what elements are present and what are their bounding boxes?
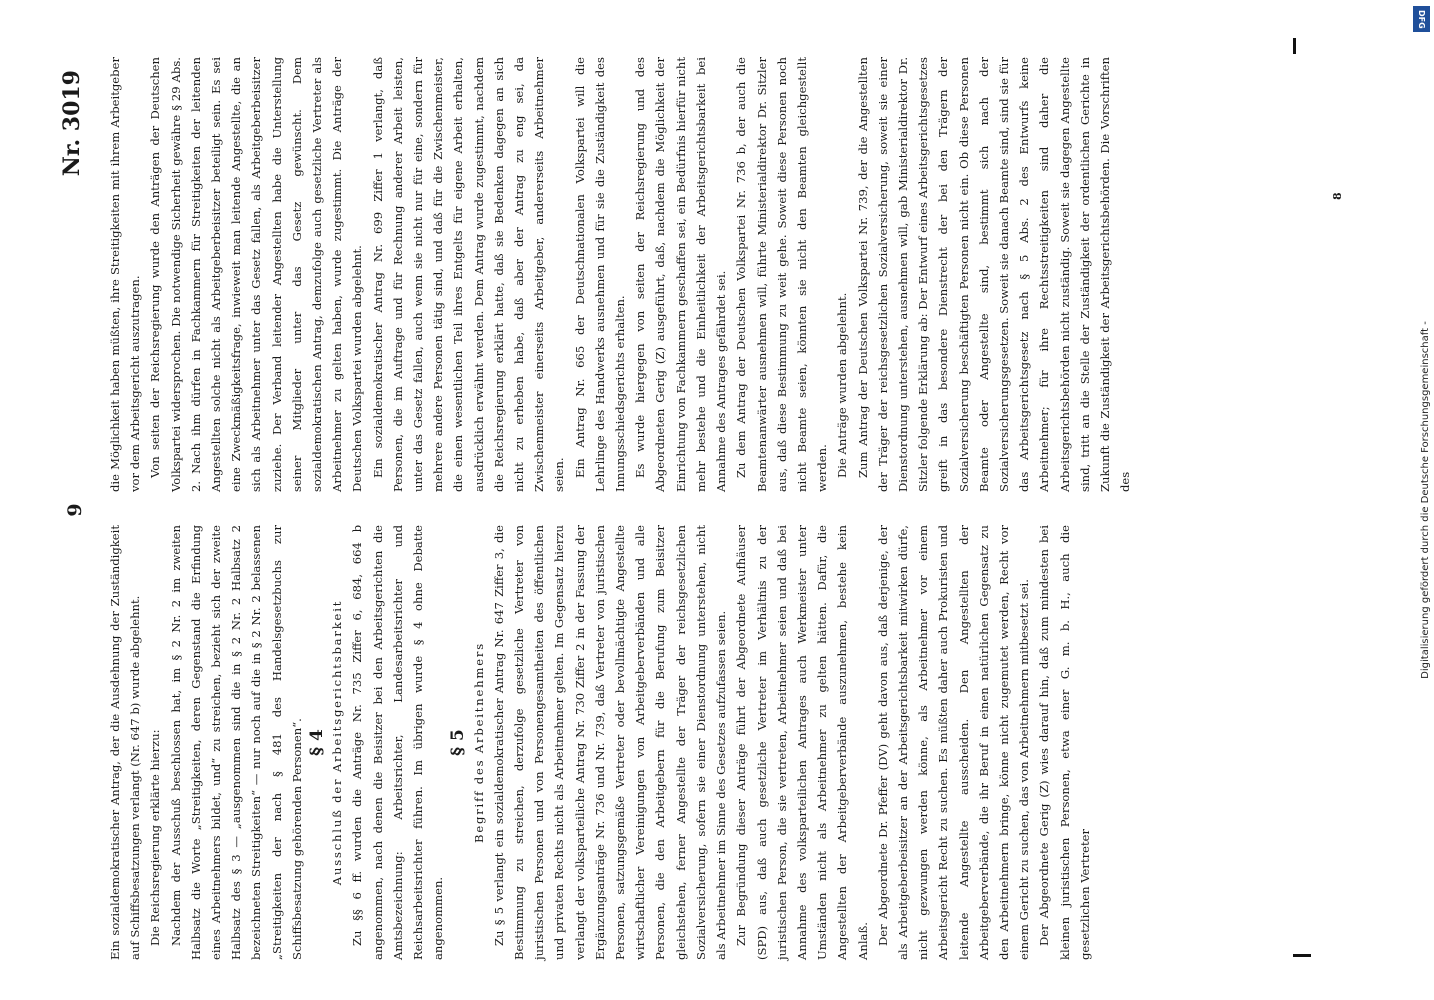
paragraph: Zum Antrag der Deutschen Volkspartei Nr. 739, der die Angestellten der Träger der reichsgesetzlichen Sozialversicherung, soweit sie einer Dienstordnung unterstehen, ausnehmen will, gab Ministerialdirektor Dr. Sitzler folgende Erklärung ab: Der Entwurf eines Arbeitsgerichtsgesetzes greift in das besondere Dienstrecht der bei den Trägern der Sozialversicherung beschäftigten Personen nicht ein. Ob diese Personen Beamte oder Angestellte sind, bestimmt sich nach der Sozialversicherungsgesetzen. Soweit sie danach Beamte sind, sind sie für das Arbeitsgerichtsgesetz nach § 5 Abs. 2 des Entwurfs keine Arbeitnehmer; für ihre Rechtsstreitigkeiten sind daher die Arbeitsgerichtsbehörden nicht zuständig. Soweit sie dagegen Angestellte sind, tritt an die Stelle der Zuständigkeit der ordentlichen Gerichte in Zukunft die Zuständigkeit der Arbeitsgerichtsbehörden. Die Vorschriften des xyxy=(855,57,1133,492)
paragraph: Ein sozialdemokratischer Antrag Nr. 699 Ziffer 1 verlangt, daß Personen, die im Auftrage und für Rechnung anderer Arbeit leisten, unter das Gesetz fallen, auch wenn sie nicht nur für eine, sondern für mehrere andere Personen tätig sind, und daß für die Zwischenmeister, die einen wesentlichen Teil ihres Entgelts für eigene Arbeit erhalten, ausdrücklich erwähnt werden. Dem Antrag wurde zugestimmt, nachdem die Reichsregierung erklärt hatte, daß sie Bedenken dagegen an sich nicht zu erheben habe, daß aber der Antrag zu eng sei, da Zwischenmeister einerseits Arbeitgeber, andererseits Arbeitnehmer seien. xyxy=(370,57,567,492)
right-column xyxy=(105,57,1135,492)
paragraph: Von seiten der Reichsregierung wurde den Anträgen der Deutschen Volkspartei widersprochen. Die notwendige Sicherheit gewähre § 29 Abs. 2. Nach ihm dürfen in Fachkammern für Streitigkeiten der leitenden Angestellten solche nicht als Arbeitgeberbeisitzer beteiligt sein. Es sei eine Zweckmäßigkeitsfrage, inwieweit man leitende Angestellte, die an sich als Arbeitnehmer unter das Gesetz fallen, als Arbeitgeberbeisitzer zuziehe. Der Verband leitender Angestellten habe die Unterstellung seiner Mitglieder unter das Gesetz gewünscht. Dem sozialdemokratischen Antrag, demzufolge auch gesetzliche Vertreter als Arbeitnehmer zu gelten haben, wurde zugestimmt. Die Anträge der Deutschen Volkspartei wurden abgelehnt. xyxy=(148,57,365,492)
footer-signature: 8 xyxy=(1331,192,1344,200)
paragraph: Ein sozialdemokratischer Antrag, der die Ausdehnung der Zuständigkeit auf Schiffsbesatzungen verlangt (Nr. 647 b) wurde abgelehnt. xyxy=(108,525,143,960)
paragraph: Zu § 5 verlangt ein sozialdemokratischer Antrag Nr. 647 Ziffer 3, die Bestimmung zu streichen, derzufolge gesetzliche Vertreter von juristischen Personen und von Personengesamtheiten des öffentlichen und privaten Rechts nicht als Arbeitnehmer gelten. Im Gegensatz hierzu verlangt der volksparteiliche Antrag Nr. 730 Ziffer 2 in der Fassung der Ergänzungsanträge Nr. 736 und Nr. 739, daß Vertreter von juristischen Personen, satzungsgemäße Vertreter oder bevollmächtigte Angestellte wirtschaftlicher Vereinigungen von Arbeitgeberverbänden und alle Personen, die den Arbeitgebern für die Berufung zum Beisitzer gleichstehen, ferner Angestellte der Träger der reichsgesetzlichen Sozialversicherung, sofern sie einer Dienstordnung unterstehen, nicht als Arbeitnehmer im Sinne des Gesetzes aufzufassen seien. xyxy=(491,525,729,960)
paragraph: die Möglichkeit haben müßten, ihre Streitigkeiten mit ihrem Arbeitgeber vor dem Arbeitsgericht auszutragen. xyxy=(108,57,143,492)
section-heading: § 5 xyxy=(448,729,469,756)
paragraph: Die Anträge wurden abgelehnt. xyxy=(835,292,850,478)
section-subtitle: Ausschluß der Arbeitsgerichtsbarkeit xyxy=(330,599,345,886)
page-number: 9 xyxy=(64,503,86,517)
section-subtitle: Begriff des Arbeitnehmers xyxy=(471,642,486,843)
digitization-note: Digitalisierung gefördert durch die Deutsche Forschungsgemeinschaft - xyxy=(1420,321,1431,679)
left-column xyxy=(105,525,1095,960)
rotated-document-page xyxy=(60,30,1390,960)
section-heading: § 4 xyxy=(307,729,328,756)
paragraph: Es wurde hiergegen von seiten der Reichsregierung und des Abgeordneten Gerig (Z) ausgeführt, daß, nachdem die Möglichkeit der Einrichtung von Fachkammern geschaffen sei, ein Bedürfnis hierfür nicht mehr bestehe und die Einheitlichkeit der Arbeitsgerichtsbarkeit bei Annahme des Antrages gefährdet sei. xyxy=(633,57,729,492)
paragraph: Die Reichsregierung erklärte hierzu: xyxy=(148,729,163,946)
paragraph: Zur Begründung dieser Anträge führt der Abgeordnete Aufhäuser (SPD) aus, daß auch gesetzliche Vertreter im Verhältnis zu der juristischen Person, die sie vertreten, Arbeitnehmer seien und daß bei Annahme des volksparteilichen Antrages auch Werkmeister unter Umständen nicht als Arbeitnehmer zu gelten hätten. Dafür, die Angestellten der Arbeitgeberverbände auszunehmen, bestehe kein Anlaß. xyxy=(734,525,870,960)
paragraph: Zu dem Antrag der Deutschen Volkspartei Nr. 736 b, der auch die Beamtenanwärter ausnehmen will, führte Ministerialdirektor Dr. Sitzler aus, daß diese Bestimmung zu weit gehe. Soweit diese Personen noch nicht Beamte seien, könnten sie nicht den Beamten gleichgestellt werden. xyxy=(734,57,830,492)
paragraph: Der Abgeordnete Gerig (Z) wies darauf hin, daß zum mindesten bei kleinen juristischen Personen, etwa einer G. m. b. H., auch die gesetzlichen Vertreter xyxy=(1037,525,1092,960)
paragraph: Zu §§ 6 ff. wurden die Anträge Nr. 735 Ziffer 6, 684, 664 b angenommen, nach denen die Beisitzer bei den Arbeitsgerichten die Amtsbezeichnung: Arbeitsrichter, Landesarbeitsrichter und Reichsarbeitsrichter führen. Im übrigen wurde § 4 ohne Debatte angenommen. xyxy=(350,525,446,960)
dfg-logo: DFG xyxy=(1413,6,1430,32)
issue-number: Nr. 3019 xyxy=(59,70,85,177)
paragraph: Der Abgeordnete Dr. Pfeffer (DV) geht davon aus, daß derjenige, der als Arbeitgeberbeisitzer an der Arbeitsgerichtsbarkeit mitwirken dürfe, nicht gezwungen werden könne, als Arbeitnehmer vor einem Arbeitsgericht Recht zu suchen. Es müßten daher auch Prokuristen und leitende Angestellte ausscheiden. Den Angestellten der Arbeitgeberverbände, die ihr Beruf in einen natürlichen Gegensatz zu den Arbeitnehmern bringe, könne nicht zugemutet werden, Recht vor einem Gericht zu suchen, das von Arbeitnehmern mitbesetzt sei. xyxy=(875,525,1032,960)
paragraph: Ein Antrag Nr. 665 der Deutschnationalen Volkspartei will die Lehrlinge des Handwerks ausnehmen und für sie die Zuständigkeit des Innungsschiedsgerichts erhalten. xyxy=(572,57,628,492)
page-header xyxy=(60,30,100,960)
paragraph: Nachdem der Ausschuß beschlossen hat, im § 2 Nr. 2 im zweiten Halbsatz die Worte „Streitigkeiten, deren Gegenstand die Erfindung eines Arbeitnehmers bildet, und“ zu streichen, bezieht sich der zweite Halbsatz des § 3 — „ausgenommen sind die in § 2 Nr. 2 Halbsatz 2 bezeichneten Streitigkeiten“ — nur noch auf die in § 2 Nr. 2 belassenen „Streitigkeiten der nach § 481 des Handelsgesetzbuchs zur Schiffsbesatzung gehörenden Personen“. xyxy=(168,525,304,960)
